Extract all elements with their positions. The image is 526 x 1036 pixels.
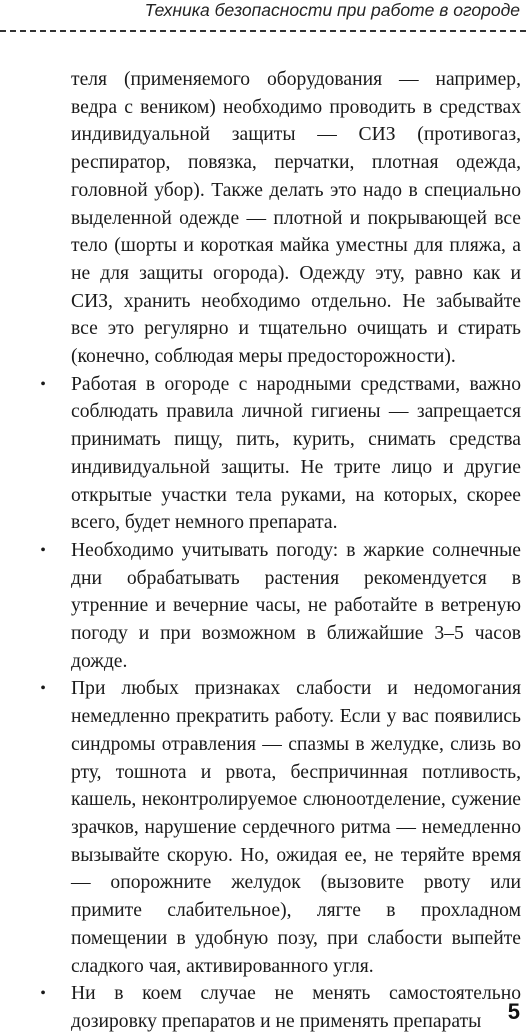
page-number: 5	[507, 999, 520, 1024]
list-item	[0, 675, 526, 980]
running-header	[0, 0, 526, 22]
list-item-text: При любых признаках слабости и недомогания немедленно прекратить работу. Если у вас появились синдромы отравления — спазмы в желудке, слизь во рту, тошнота и рвота, беспричинная потливость, кашель, неконтролируемое слюноотделение, сужение зрачков, нарушение сердечного ритма — немедленно вызывайте скорую. Но, ожидая ее, не теряйте время — опорожните желудок (вызовите рвоту или примите слабительное), лягте в прохладном помещении в удобную позу, при слабости выпейте сладкого чая, активированного угля.	[71, 678, 521, 977]
list-item-text: Ни в коем случае не менять самостоятельно дозировку препаратов и не применять препараты	[71, 983, 521, 1032]
bullet-icon: •	[40, 541, 46, 559]
list-item	[0, 537, 526, 676]
list-item-text: Работая в огороде с народными средствами, важно соблюдать правила личной гигиены — запрещается принимать пищу, пить, курить, снимать средства индивидуальной защиты. Не трите лицо и другие открытые участки тела руками, на которых, скорее всего, будет немного препарата.	[71, 373, 521, 534]
intro-paragraph: теля (применяемого оборудования — например, ведра с веником) необходимо проводить в средствах индивидуальной защиты — СИЗ (противогаз, респиратор, повязка, перчатки, плотная одежда, головной убор). Также делать это надо в специально выделенной одежде — плотной и покрывающей все тело (шорты и короткая майка уместны для пляжа, а не для защиты огорода). Одежду эту, равно как и СИЗ, хранить необходимо отдельно. Не забывайте все это регулярно и тщательно очищать и стирать (конечно, соблюдая меры предосторожности).	[71, 69, 521, 368]
header-dashed-rule	[0, 30, 526, 32]
running-title: Техника безопасности при работе в огороде	[144, 0, 520, 20]
list-item	[0, 980, 526, 1035]
bullet-icon: •	[40, 375, 46, 393]
list-item	[0, 371, 526, 537]
list-item-text: Необходимо учитывать погоду: в жаркие солнечные дни обрабатывать растения рекомендуется в утренние и вечерние часы, не работайте в ветреную погоду и при возможном в ближайшие 3–5 часов дожде.	[71, 539, 521, 672]
bullet-icon: •	[40, 680, 46, 698]
bullet-icon: •	[40, 985, 46, 1003]
page-body	[0, 66, 526, 1036]
